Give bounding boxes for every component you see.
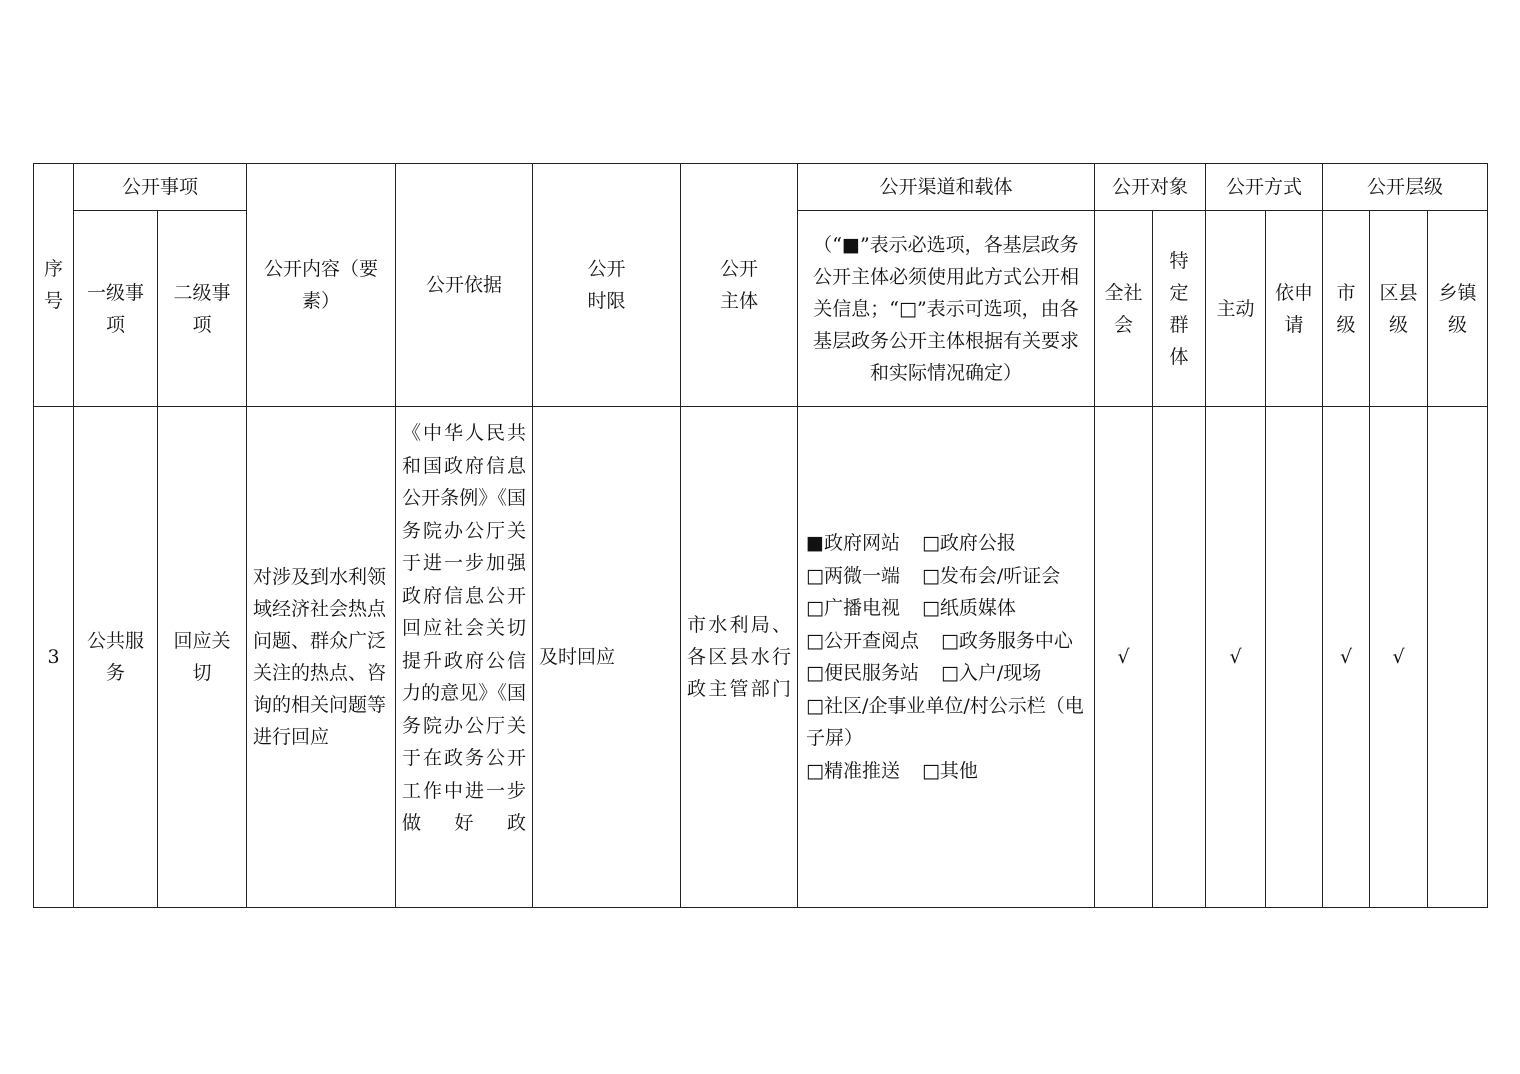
header-level2-text: 二级事项 (173, 281, 231, 336)
check-level-district: √ (1370, 407, 1428, 908)
channel-convenience-station: □便民服务站 (806, 662, 919, 684)
check-level-town (1428, 407, 1488, 908)
header-level2 (158, 211, 247, 407)
header-method-active: 主动 (1206, 211, 1266, 407)
header-seq (34, 164, 74, 407)
header-level-city (1323, 211, 1370, 407)
header-method-request-text: 依申请 (1274, 281, 1313, 336)
header-target-all (1095, 211, 1153, 407)
channel-bulletin-board: □社区/企事业单位/村公示栏（电子屏） (806, 694, 1084, 749)
header-row-1 (34, 164, 1488, 211)
row-level1 (74, 407, 158, 908)
header-channel-title: 公开渠道和载体 (798, 164, 1095, 211)
header-items-group: 公开事项 (74, 164, 247, 211)
row-basis (396, 407, 533, 908)
header-time-limit-text: 公开时限 (587, 258, 626, 312)
header-basis: 公开依据 (396, 164, 533, 407)
header-level-district-text: 区县级 (1379, 281, 1418, 336)
table-row (34, 407, 1488, 908)
check-method-active: √ (1206, 407, 1266, 908)
check-method-request (1266, 407, 1323, 908)
row-content: 对涉及到水利领域经济社会热点问题、群众广泛关注的热点、咨询的相关问题等进行回应 (247, 407, 396, 908)
header-seq-text: 序号 (43, 258, 63, 312)
header-level-district (1370, 211, 1428, 407)
check-level-city: √ (1323, 407, 1370, 908)
row-seq: 3 (34, 407, 74, 908)
row-level2 (158, 407, 247, 908)
row-basis-text: 《中华人民共和国政府信息公开条例》《国务院办公厅关于进一步加强政府信息公开回应社会关切提升政府公信力的意见》《国务院办公厅关于在政务公开工作中进一步做好政 (402, 422, 526, 834)
header-content (247, 164, 396, 407)
header-level1 (74, 211, 158, 407)
header-method-group: 公开方式 (1206, 164, 1323, 211)
row-channels (798, 407, 1095, 908)
check-target-specific (1153, 407, 1206, 908)
header-time-limit (533, 164, 681, 407)
check-target-all: √ (1095, 407, 1153, 908)
header-method-request (1266, 211, 1323, 407)
header-target-all-text: 全社会 (1104, 281, 1143, 336)
channel-service-center: □政务服务中心 (940, 629, 1073, 652)
channel-print-media: □纸质媒体 (921, 597, 1016, 619)
row-level1-text: 公共服务 (86, 630, 144, 684)
header-subject (681, 164, 798, 407)
header-target-specific (1153, 211, 1206, 407)
row-time-limit: 及时回应 (533, 407, 681, 908)
row-subject: 市水利局、各区县水行政主管部门 (681, 407, 798, 908)
channel-two-micro-one-app: □两微一端 (806, 564, 900, 587)
header-level-town (1428, 211, 1488, 407)
channel-public-reading-point: □公开查阅点 (806, 629, 919, 652)
header-level-group: 公开层级 (1323, 164, 1488, 211)
header-level-town-text: 乡镇级 (1438, 281, 1477, 336)
header-level-city-text: 市级 (1336, 281, 1356, 336)
header-target-group: 公开对象 (1095, 164, 1206, 211)
header-target-specific-text: 特定群体 (1169, 249, 1189, 368)
header-subject-text: 公开主体 (719, 258, 758, 312)
channel-gov-website: ■政府网站 (806, 532, 900, 554)
header-content-text: 公开内容（要素） (263, 258, 378, 312)
channel-precise-push: □精准推送 (806, 759, 900, 782)
channel-press-hearing: □发布会/听证会 (921, 564, 1061, 587)
disclosure-table (33, 163, 1488, 908)
channel-door-to-door: □入户/现场 (940, 662, 1042, 684)
header-level1-text: 一级事项 (86, 281, 144, 336)
row-level2-text: 回应关切 (173, 630, 231, 684)
header-channel-note: （“■”表示必选项，各基层政务公开主体必须使用此方式公开相关信息；“□”表示可选项，由各基层政务公开主体根据有关要求和实际情况确定） (798, 211, 1095, 407)
channel-other: □其他 (921, 759, 978, 782)
channel-gov-gazette: □政府公报 (921, 532, 1016, 554)
channel-radio-tv: □广播电视 (806, 597, 900, 619)
